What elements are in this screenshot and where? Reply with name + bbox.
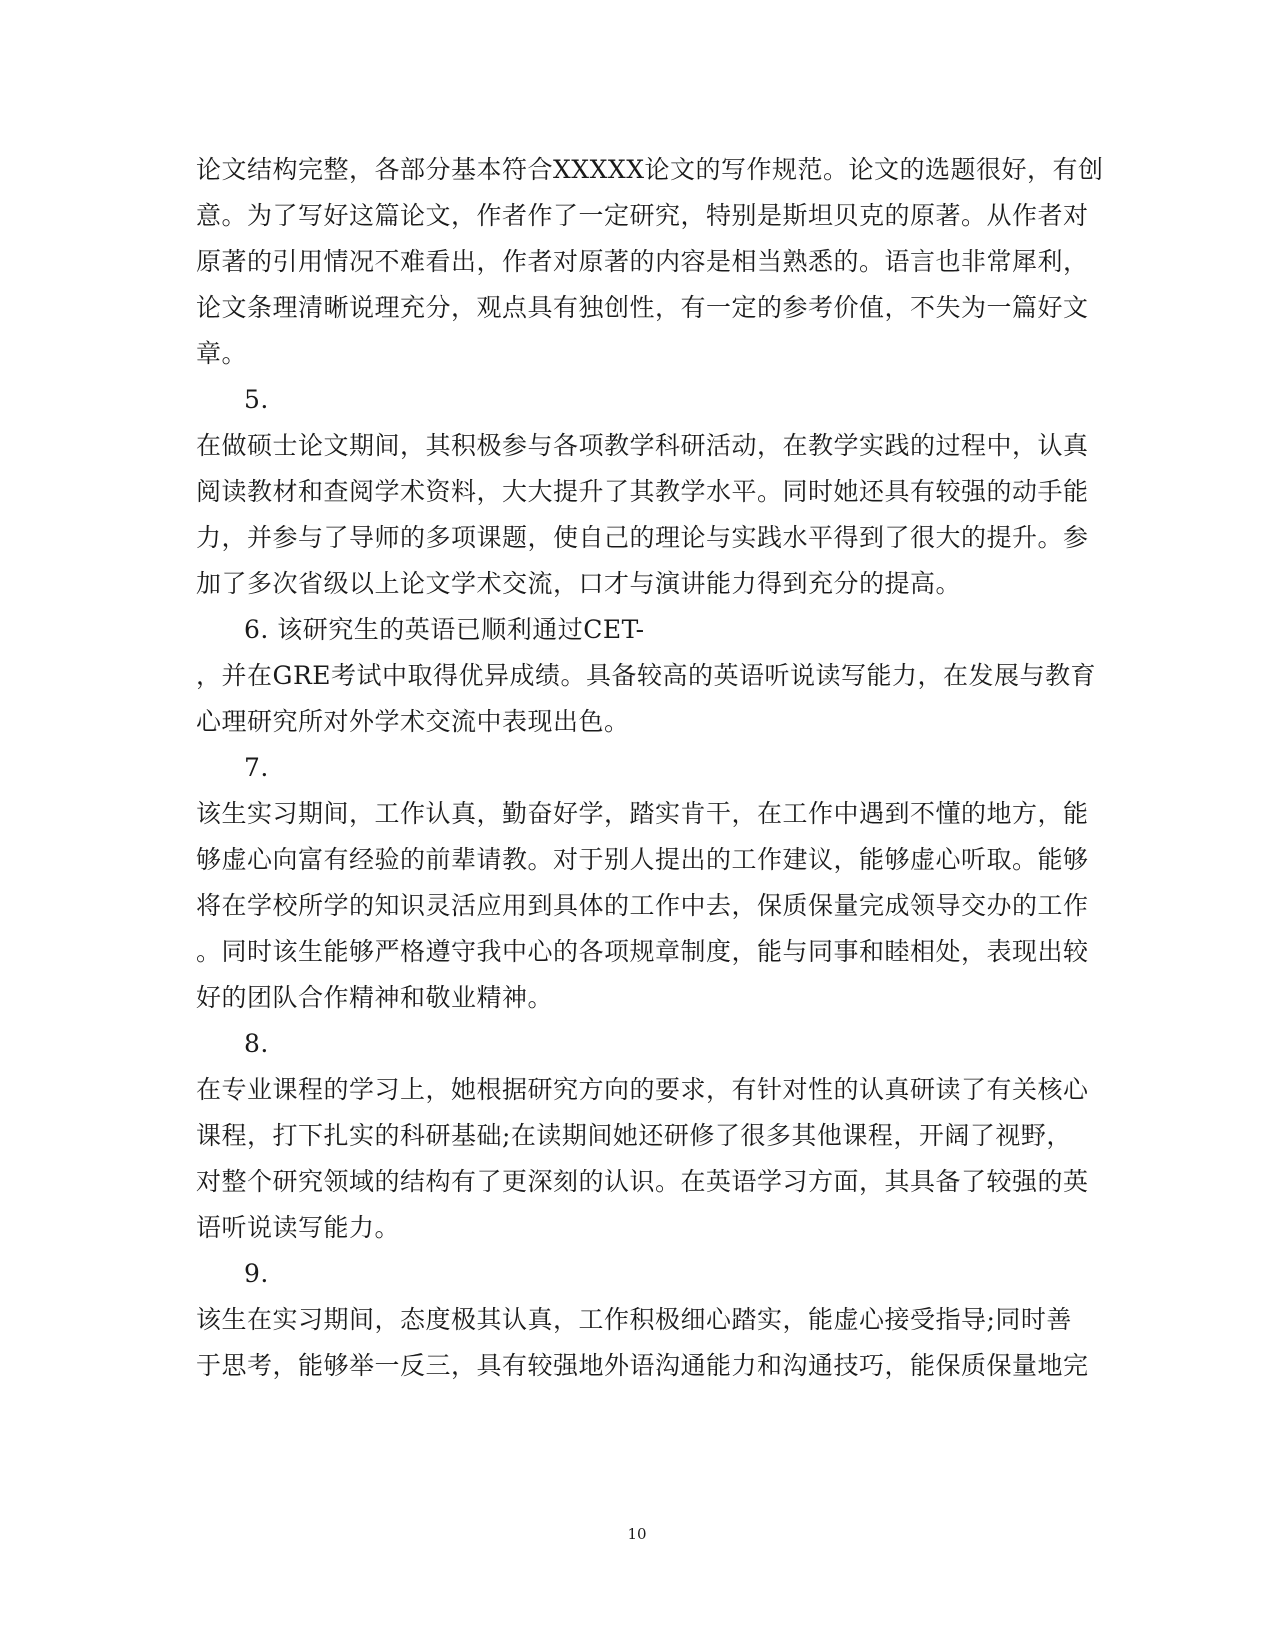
text-line: 心理研究所对外学术交流中表现出色。 xyxy=(196,707,630,736)
item-number: 5. xyxy=(244,385,269,414)
text-line: 于思考，能够举一反三，具有较强地外语沟通能力和沟通技巧，能保质保量地完 xyxy=(196,1351,1089,1380)
text-line: 意。为了写好这篇论文，作者作了一定研究，特别是斯坦贝克的原著。从作者对 xyxy=(196,201,1089,230)
text-line: 加了多次省级以上论文学术交流，口才与演讲能力得到充分的提高。 xyxy=(196,569,962,598)
text-line: 语听说读写能力。 xyxy=(196,1213,401,1242)
text-line: 论文条理清晰说理充分，观点具有独创性，有一定的参考价值，不失为一篇好文 xyxy=(196,293,1089,322)
text-line: 在做硕士论文期间，其积极参与各项教学科研活动，在教学实践的过程中，认真 xyxy=(196,431,1089,460)
text-line: 论文结构完整，各部分基本符合XXXXX论文的写作规范。论文的选题很好，有创 xyxy=(196,155,1104,184)
item-number: 7. xyxy=(244,753,269,782)
text-line: 章。 xyxy=(196,339,248,368)
text-line: 课程，打下扎实的科研基础;在读期间她还研修了很多其他课程，开阔了视野， xyxy=(196,1121,1072,1150)
text-line: 够虚心向富有经验的前辈请教。对于别人提出的工作建议，能够虚心听取。能够 xyxy=(196,845,1089,874)
text-line: 。同时该生能够严格遵守我中心的各项规章制度，能与同事和睦相处，表现出较 xyxy=(196,937,1089,966)
item-number: 8. xyxy=(244,1029,269,1058)
item-number: 6. 该研究生的英语已顺利通过CET- xyxy=(244,615,645,644)
text-line: 该生在实习期间，态度极其认真，工作积极细心踏实，能虚心接受指导;同时善 xyxy=(196,1305,1072,1334)
text-line: 力，并参与了导师的多项课题，使自己的理论与实践水平得到了很大的提升。参 xyxy=(196,523,1089,552)
text-line: 阅读教材和查阅学术资料，大大提升了其教学水平。同时她还具有较强的动手能 xyxy=(196,477,1089,506)
page-number: 10 xyxy=(627,1525,647,1543)
text-line: 将在学校所学的知识灵活应用到具体的工作中去，保质保量完成领导交办的工作 xyxy=(196,891,1089,920)
text-line: 在专业课程的学习上，她根据研究方向的要求，有针对性的认真研读了有关核心 xyxy=(196,1075,1089,1104)
item-number: 9. xyxy=(244,1259,269,1288)
text-line: ，并在GRE考试中取得优异成绩。具备较高的英语听说读写能力，在发展与教育 xyxy=(196,661,1097,690)
text-line: 原著的引用情况不难看出，作者对原著的内容是相当熟悉的。语言也非常犀利， xyxy=(196,247,1089,276)
text-line: 该生实习期间，工作认真，勤奋好学，踏实肯干，在工作中遇到不懂的地方，能 xyxy=(196,799,1089,828)
text-line: 好的团队合作精神和敬业精神。 xyxy=(196,983,554,1012)
text-line: 对整个研究领域的结构有了更深刻的认识。在英语学习方面，其具备了较强的英 xyxy=(196,1167,1089,1196)
